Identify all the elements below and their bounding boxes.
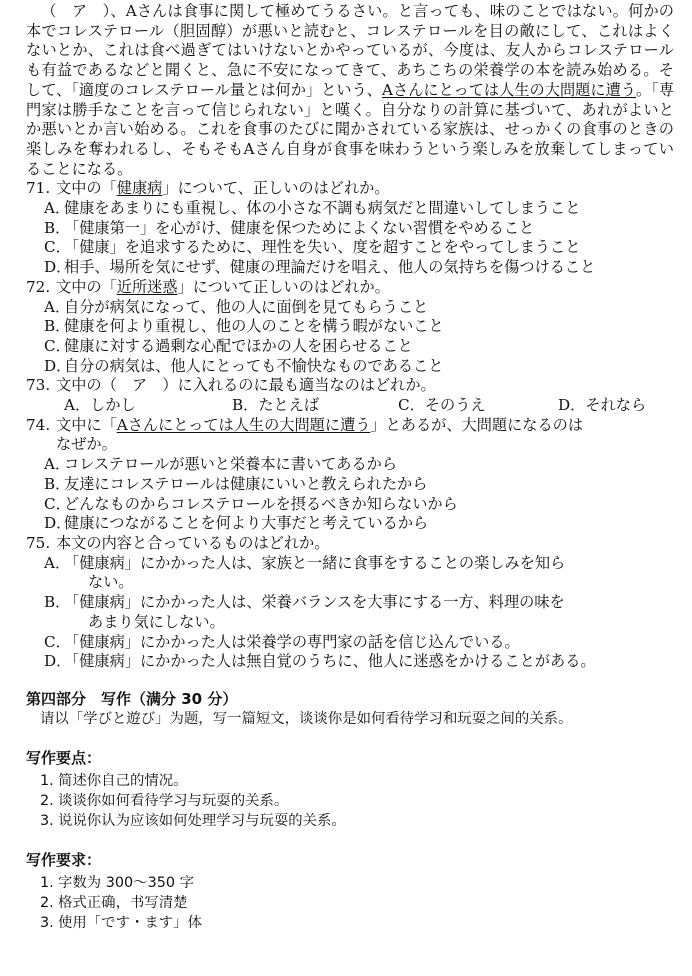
passage-text: （ ア ）、Aさんは食事に関して極めてうるさい。と言っても、味のことではない。何かの本でコレステロール（胆固醇）が悪いと読むと、コレステロールを目の敵にして、これはよくないとか、これは食べ過ぎてはいけないとかやっているが、今度は、友人からコレステロールも有益であるなどと聞くと、急に不安になってきて、あちこちの栄養学の本を読み始める。そして、「適度のコレステロール量とは何か」という、 <box>26 2 674 99</box>
option-text: 「健康第一」を心がけ、健康を保つためによくない習慣をやめること <box>64 218 535 237</box>
option-text: 健康を何より重視し、他の人のことを構う暇がないこと <box>64 317 444 336</box>
option-label: B． <box>44 317 71 336</box>
requirement-text: 格式正确，书写清楚 <box>58 894 188 911</box>
option-label: B． <box>44 474 71 493</box>
option-b <box>26 317 674 337</box>
question-stem <box>26 416 674 436</box>
option-c <box>26 633 674 653</box>
option-d <box>26 258 674 278</box>
requirement-text: 使用「です・ます」体 <box>58 914 202 931</box>
stem-text: 文中の「 <box>56 179 117 198</box>
option-a <box>26 199 674 219</box>
option-d <box>558 396 646 416</box>
option-label: C． <box>44 632 71 651</box>
stem-text: 」について正しいのはどれか。 <box>177 277 390 296</box>
option-label: D． <box>558 396 586 415</box>
option-a <box>64 396 232 416</box>
option-text: どんなものからコレステロールを摂るべきか知らないから <box>64 494 458 513</box>
option-label: C． <box>44 494 71 513</box>
option-b <box>26 593 674 613</box>
question-74 <box>26 416 674 534</box>
question-number: 71. <box>26 179 51 198</box>
option-d <box>26 514 674 534</box>
option-a-continued: ない。 <box>88 573 134 592</box>
option-text: 「健康病」にかかった人は栄養学の専門家の話を信じ込んでいる。 <box>64 632 520 651</box>
question-number: 75. <box>26 533 51 552</box>
option-b <box>232 396 398 416</box>
option-text: 健康をあまりにも重視し、体の小さな不調も病気だと間違いしてしまうこと <box>64 199 581 218</box>
option-text: 自分が病気になって、他の人に面倒を見てもらうこと <box>64 297 429 316</box>
point-number: 3. <box>40 813 54 830</box>
question-71 <box>26 179 674 278</box>
requirement-number: 3. <box>40 914 54 931</box>
option-label: A． <box>44 455 71 474</box>
point-number: 1. <box>40 773 54 790</box>
option-label: C． <box>398 396 425 415</box>
requirement-number: 1. <box>40 874 54 891</box>
option-text: たとえば <box>258 396 320 415</box>
question-stem <box>26 278 674 298</box>
option-label: A． <box>44 297 71 316</box>
writing-prompt: 请以「学びと遊び」为题，写一篇短文，谈谈你是如何看待学习和玩耍之间的关系。 <box>40 710 573 727</box>
option-text: コレステロールが悪いと栄養本に書いてあるから <box>64 455 398 474</box>
option-text: そのうえ <box>424 396 486 415</box>
option-c <box>26 495 674 515</box>
question-72 <box>26 278 674 377</box>
writing-point <box>26 811 674 831</box>
stem-text: 本文の内容と合っているものはどれか。 <box>56 533 330 552</box>
question-number: 73. <box>26 376 51 395</box>
option-text: 相手、場所を気にせず、健康の理論だけを唱え、他人の気持ちを傷つけること <box>64 258 596 277</box>
option-a <box>26 554 674 574</box>
question-stem <box>26 376 674 396</box>
question-73 <box>26 376 674 415</box>
option-label: D． <box>44 652 72 671</box>
writing-requirement <box>26 893 674 913</box>
question-number: 74. <box>26 415 51 434</box>
option-text: 健康につながることを何より大事だと考えているから <box>64 514 429 533</box>
question-number: 72. <box>26 277 51 296</box>
question-stem-continued: なぜか。 <box>56 435 117 454</box>
option-b-continued: あまり気にしない。 <box>88 612 225 631</box>
option-label: A． <box>64 396 91 415</box>
stem-underlined: 健康病 <box>116 179 163 198</box>
stem-text: 文中の（ ア ）に入れるのに最も適当なのはどれか。 <box>56 376 436 395</box>
option-text: 「健康病」にかかった人は、栄養バランスを大事にする一方、料理の味を <box>64 593 565 612</box>
option-text: しかし <box>90 396 136 415</box>
question-stem <box>26 179 674 199</box>
option-b <box>26 475 674 495</box>
option-label: C． <box>44 238 71 257</box>
point-text: 说说你认为应该如何处理学习与玩耍的关系。 <box>58 813 346 830</box>
option-label: D． <box>44 356 72 375</box>
option-label: D． <box>44 258 72 277</box>
stem-text: 」について、正しいのはどれか。 <box>162 179 390 198</box>
option-c <box>26 337 674 357</box>
requirement-text: 字数为 300～350 字 <box>58 874 195 891</box>
passage-text-rest: 。「専門家は勝手なことを言って信じられない」と嘆く。自分なりの計算に基づいて、あれがよいとか悪いとか言い始める。これを食事のたびに聞かされている家族は、せっかくの食事のときの楽しみを奪われるし、そもそもAさん自身が食事を味わうという楽しみを放棄してしまっていることになる。 <box>26 80 675 178</box>
option-label: B． <box>232 396 259 415</box>
point-text: 简述你自己的情况。 <box>58 773 188 790</box>
stem-underlined: 近所迷惑 <box>116 277 178 296</box>
option-text: 「健康病」にかかった人は無自覚のうちに、他人に迷惑をかけることがある。 <box>64 652 596 671</box>
option-text: それなら <box>585 396 647 415</box>
option-label: A． <box>44 553 71 572</box>
option-label: C． <box>44 336 71 355</box>
stem-text: 文中の「 <box>56 277 117 296</box>
writing-points-title: 写作要点： <box>26 749 102 768</box>
question-stem <box>26 534 674 554</box>
option-label: A． <box>44 199 71 218</box>
writing-requirements-title: 写作要求： <box>26 851 102 870</box>
writing-requirement <box>26 873 674 893</box>
passage-paragraph <box>26 2 674 179</box>
option-d <box>26 357 674 377</box>
option-b <box>26 219 674 239</box>
option-d <box>26 652 674 672</box>
writing-point <box>26 771 674 791</box>
writing-requirement <box>26 913 674 933</box>
option-label: B． <box>44 593 71 612</box>
option-row <box>26 396 674 416</box>
option-text: 「健康病」にかかった人は、家族と一緒に食事をすることの楽しみを知ら <box>64 553 566 572</box>
option-a <box>26 298 674 318</box>
stem-text: 文中に「 <box>56 415 117 434</box>
option-text: 健康に対する過剰な心配でほかの人を困らせること <box>64 336 413 355</box>
option-text: 友達にコレステロールは健康にいいと教えられたから <box>64 474 428 493</box>
requirement-number: 2. <box>40 894 54 911</box>
point-number: 2. <box>40 793 54 810</box>
option-label: B． <box>44 218 71 237</box>
option-c <box>398 396 558 416</box>
stem-text: 」とあるが、大問題になるのは <box>370 415 584 434</box>
option-text: 「健康」を追求するために、理性を失い、度を超すことをやってしまうこと <box>64 238 581 257</box>
point-text: 谈谈你如何看待学习与玩耍的关系。 <box>58 793 289 810</box>
passage-underlined-phrase: Aさんにとっては人生の大問題に遭う <box>382 80 636 99</box>
option-a <box>26 455 674 475</box>
question-75 <box>26 534 674 672</box>
stem-underlined: Aさんにとっては人生の大問題に遭う <box>116 415 371 434</box>
writing-point <box>26 791 674 811</box>
option-label: D． <box>44 514 72 533</box>
option-c <box>26 238 674 258</box>
option-text: 自分の病気は、他人にとっても不愉快なものであること <box>64 356 444 375</box>
section-title: 第四部分 写作（满分 30 分） <box>26 689 238 708</box>
